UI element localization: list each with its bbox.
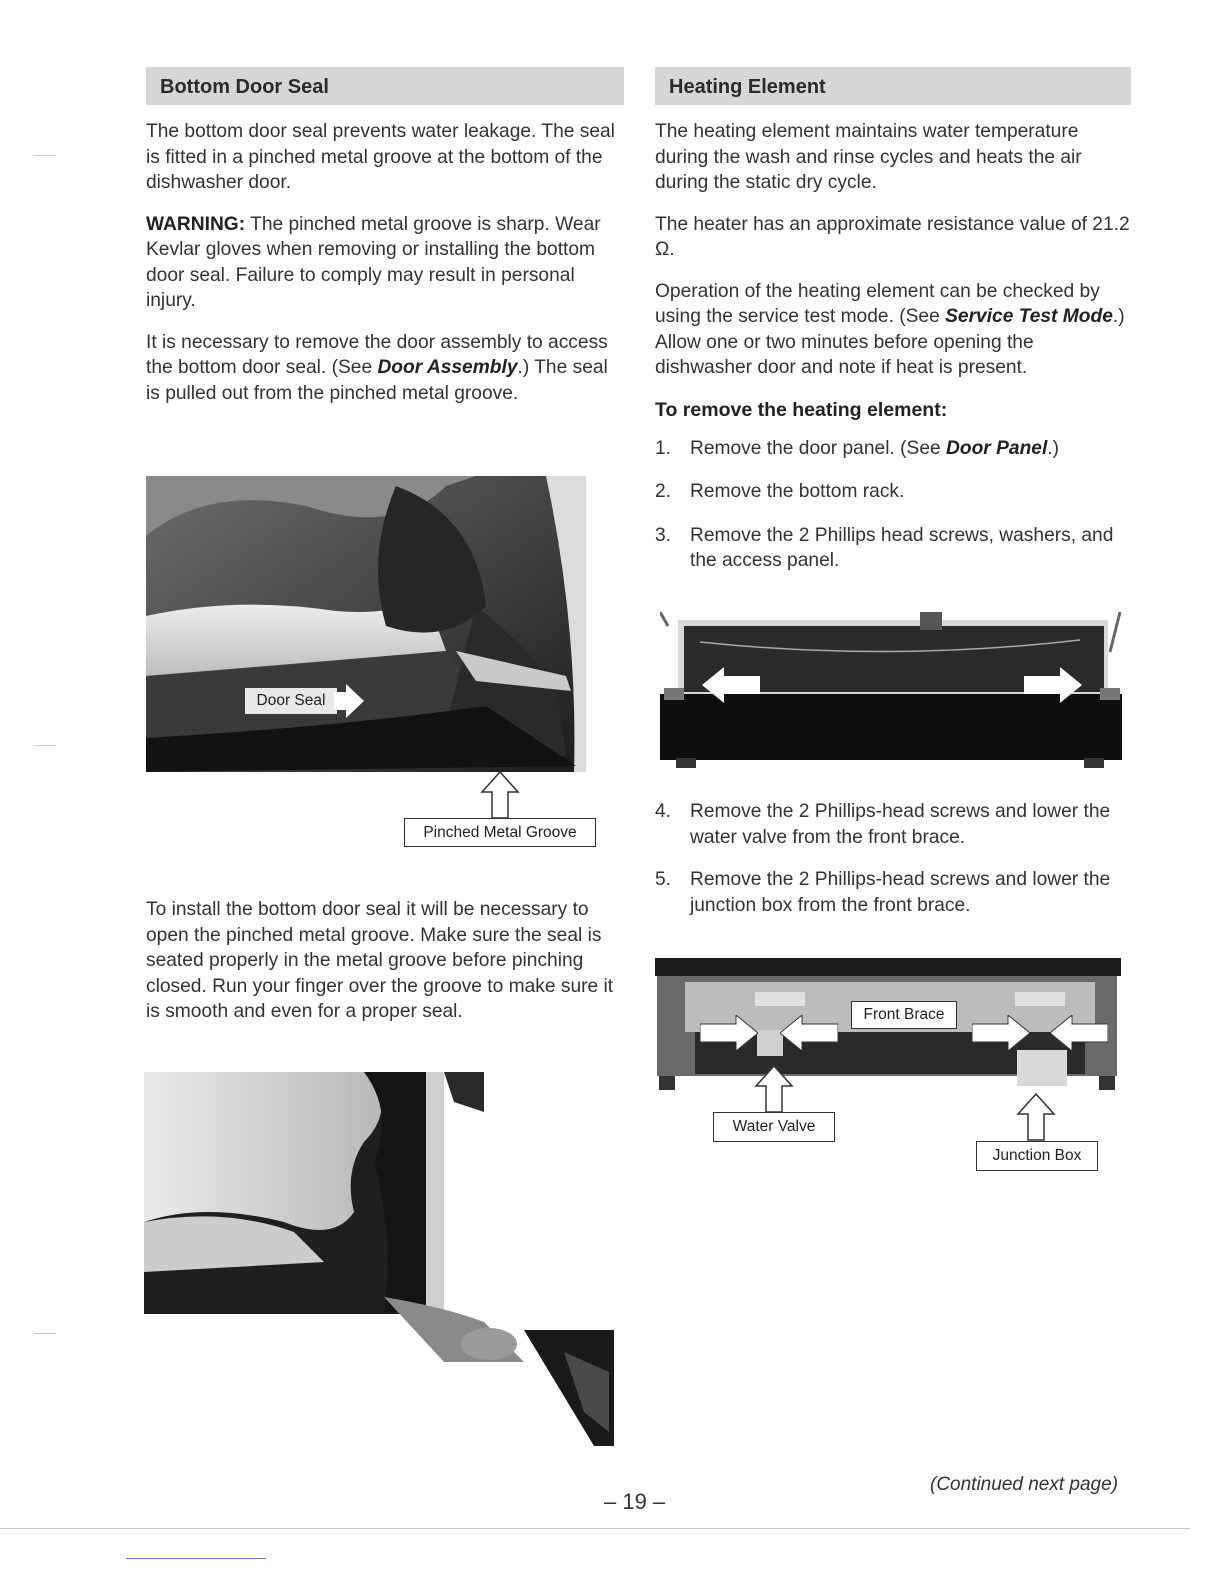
arrow-left-icon — [1050, 1015, 1108, 1051]
callout-water-valve: Water Valve — [713, 1112, 835, 1142]
step-number: 5. — [655, 869, 672, 890]
arrow-right-icon — [700, 1015, 758, 1051]
text-run: It is necessary to remove the door assembly to access the bottom door seal. (See — [146, 331, 608, 378]
callout-front-brace: Front Brace — [851, 1001, 957, 1029]
section-heading-bottom-door-seal: Bottom Door Seal — [146, 67, 624, 105]
step-number: 2. — [655, 481, 672, 502]
step-item-1 — [655, 436, 1131, 462]
step-text: Remove the 2 Phillips-head screws and lower the junction box from the front brace. — [690, 869, 1111, 916]
step-number: 1. — [655, 437, 672, 459]
left-column — [146, 67, 624, 406]
callout-junction-box: Junction Box — [976, 1141, 1098, 1171]
paragraph-remove-door-assembly — [146, 330, 624, 407]
continued-note: (Continued next page) — [930, 1474, 1119, 1495]
margin-mark — [34, 1333, 56, 1334]
margin-mark — [34, 745, 56, 746]
arrow-left-icon — [780, 1015, 838, 1051]
paragraph-service-test — [655, 279, 1131, 381]
photo-pinching-groove-art — [144, 1072, 616, 1446]
arrow-left-icon — [702, 667, 760, 703]
step-text: Remove the bottom rack. — [690, 481, 905, 502]
step-item-2 — [655, 479, 1131, 505]
paragraph-heating-intro: The heating element maintains water temperature during the wash and rinse cycles and heats the air during the static dry cycle. — [655, 121, 1082, 193]
margin-mark — [34, 155, 56, 156]
section-heading-heating-element: Heating Element — [655, 67, 1131, 105]
photo-pinching-groove — [144, 1072, 616, 1446]
step-item-3 — [655, 523, 1131, 574]
paragraph-resistance: The heater has an approximate resistance value of 21.2 Ω. — [655, 213, 1130, 260]
text-run: Operation of the heating element can be checked by using the service test mode. (See — [655, 280, 1100, 327]
photo-door-seal — [146, 476, 586, 772]
step-text: Remove the door panel. (See — [690, 437, 946, 459]
callout-pinched-metal-groove: Pinched Metal Groove — [404, 818, 596, 847]
photo-door-seal-art — [146, 476, 586, 772]
warning-text: The pinched metal groove is sharp. Wear Kevlar gloves when removing or installing the bottom door seal. Failure to comply may result in personal injury. — [146, 213, 601, 311]
link-door-panel[interactable]: Door Panel — [946, 437, 1048, 459]
link-service-test-mode[interactable]: Service Test Mode — [945, 306, 1113, 327]
footer-blue-rule — [126, 1558, 266, 1559]
step-item-4 — [655, 799, 1125, 850]
paragraph-warning — [146, 212, 624, 314]
step-number: 3. — [655, 524, 672, 546]
step-item-5 — [655, 867, 1125, 918]
arrow-right-icon — [972, 1015, 1030, 1051]
text-run: .) The seal is pulled out from the pinched metal groove. — [146, 357, 608, 404]
link-door-assembly[interactable]: Door Assembly — [377, 357, 518, 378]
steps-list-b — [655, 799, 1125, 918]
step-text: .) — [1047, 437, 1060, 459]
step-text: Remove the 2 Phillips-head screws and lower the water valve from the front brace. — [690, 801, 1111, 848]
page-number: – 19 – — [604, 1489, 666, 1514]
arrow-up-icon — [754, 1064, 794, 1114]
paragraph-door-seal-intro: The bottom door seal prevents water leakage. The seal is fitted in a pinched metal groove at the bottom of the dishwasher door. — [146, 121, 615, 193]
arrow-right-icon — [334, 684, 364, 718]
step-text: Remove the 2 Phillips head screws, washers, and the access panel. — [690, 524, 1114, 571]
callout-door-seal: Door Seal — [245, 688, 337, 714]
right-column — [655, 67, 1131, 574]
subheading-remove-heating-element: To remove the heating element: — [655, 398, 948, 421]
step-number: 4. — [655, 801, 672, 822]
arrow-up-icon — [480, 770, 520, 820]
paragraph-install-door-seal: To install the bottom door seal it will be necessary to open the pinched metal groove. Make sure the seal is seated properly in the metal groove before pinching closed. Run your finger over the groove to make sure it is smooth and even for a proper seal. — [146, 899, 614, 1022]
steps-list-a — [655, 436, 1131, 574]
arrow-right-icon — [1024, 667, 1082, 703]
arrow-up-icon — [1016, 1092, 1056, 1142]
warning-label: WARNING: — [146, 213, 246, 235]
text-run: .) Allow one or two minutes before opening the dishwasher door and note if heat is present. — [655, 306, 1125, 378]
footer-rule — [0, 1528, 1190, 1529]
